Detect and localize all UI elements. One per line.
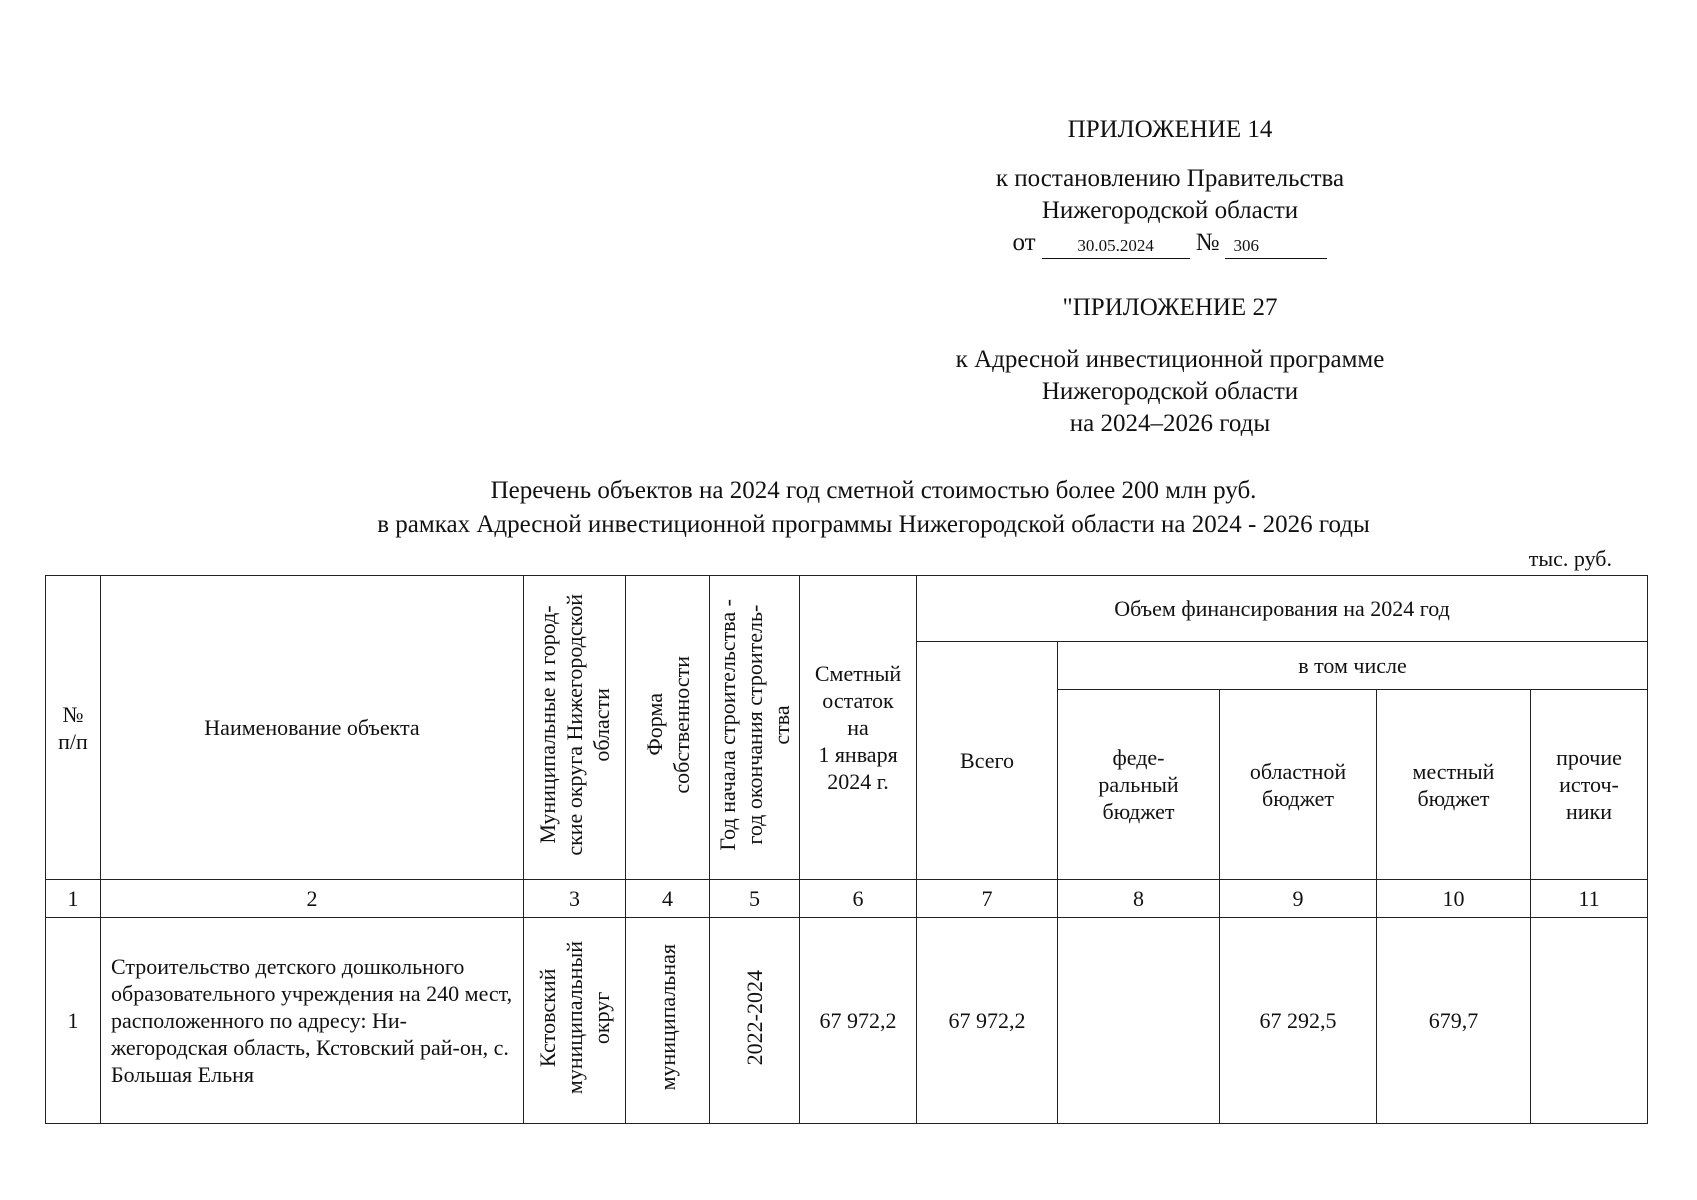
header-local: местный бюджет	[1377, 690, 1531, 880]
row-district-cell	[524, 918, 626, 1124]
decree-date: 30.05.2024	[1042, 235, 1190, 259]
header-num: № п/п	[46, 576, 101, 880]
decree-date-line	[940, 227, 1400, 259]
column-number: 9	[1220, 880, 1377, 918]
row-district: Кстовский муниципальный округ	[535, 940, 614, 1095]
header-name: Наименование объекта	[101, 576, 524, 880]
row-ownership: муниципальная	[655, 944, 680, 1091]
row-total: 67 972,2	[917, 918, 1058, 1124]
column-numbers-row	[46, 880, 1648, 918]
row-federal	[1058, 918, 1220, 1124]
column-number: 10	[1377, 880, 1531, 918]
column-number: 4	[626, 880, 710, 918]
appendix-title: ПРИЛОЖЕНИЕ 14	[1067, 116, 1273, 143]
program-line-2: Нижегородской области	[1041, 378, 1299, 405]
header-ownership-cell	[626, 576, 710, 880]
column-number: 3	[524, 880, 626, 918]
row-local: 679,7	[1377, 918, 1531, 1124]
column-number: 7	[917, 880, 1058, 918]
row-num: 1	[46, 918, 101, 1124]
row-years: 2022-2024	[742, 969, 767, 1066]
units-label: тыс. руб.	[1528, 546, 1612, 571]
decree-line-1: к постановлению Правительства	[995, 165, 1345, 192]
header-district-cell	[524, 576, 626, 880]
column-number: 5	[710, 880, 800, 918]
decree-number: 306	[1225, 235, 1327, 259]
appendix-27-title: "ПРИЛОЖЕНИЕ 27	[1062, 294, 1278, 321]
program-reference	[940, 344, 1400, 440]
header-ownership: Форма собственности	[641, 655, 694, 794]
header-years-cell	[710, 576, 800, 880]
header-total: Всего	[917, 642, 1058, 880]
header-other: прочие источ- ники	[1531, 690, 1648, 880]
document-title-line-2: в рамках Адресной инвестиционной программы Нижегородской области на 2024 - 2026 годы	[377, 511, 1370, 538]
decree-line-2: Нижегородской области	[1041, 197, 1299, 224]
header-years: Год начала строительства - год окончания строитель- ства	[715, 598, 794, 851]
appendix-header	[940, 114, 1400, 146]
appendix-27-header	[940, 292, 1400, 324]
column-number: 8	[1058, 880, 1220, 918]
header-balance: Сметный остаток на 1 января 2024 г.	[800, 576, 917, 880]
row-name: Строительство детского дошкольного образовательного учреждения на 240 мест, расположенного по адресу: Ни-жегородская область, Кстовский рай-он, с. Большая Ельня	[101, 918, 524, 1124]
row-balance: 67 972,2	[800, 918, 917, 1124]
document-title-line-1: Перечень объектов на 2024 год сметной стоимостью более 200 млн руб.	[490, 477, 1257, 504]
header-financing: Объем финансирования на 2024 год	[917, 576, 1648, 642]
number-label: №	[1195, 229, 1220, 256]
program-line-3: на 2024–2026 годы	[1069, 410, 1271, 437]
from-label: от	[1012, 229, 1036, 256]
header-row-1	[46, 576, 1648, 642]
column-number: 6	[800, 880, 917, 918]
header-district: Муниципальные и город- ские округа Нижегородской области	[535, 593, 614, 856]
header-regional: областной бюджет	[1220, 690, 1377, 880]
row-ownership-cell	[626, 918, 710, 1124]
table-row	[46, 918, 1648, 1124]
header-federal: феде- ральный бюджет	[1058, 690, 1220, 880]
row-other	[1531, 918, 1648, 1124]
objects-table	[45, 575, 1648, 1124]
row-regional: 67 292,5	[1220, 918, 1377, 1124]
program-line-1: к Адресной инвестиционной программе	[955, 346, 1385, 373]
row-years-cell	[710, 918, 800, 1124]
column-number: 1	[46, 880, 101, 918]
column-number: 2	[101, 880, 524, 918]
decree-reference	[940, 163, 1400, 259]
header-including: в том числе	[1058, 642, 1648, 690]
column-number: 11	[1531, 880, 1648, 918]
